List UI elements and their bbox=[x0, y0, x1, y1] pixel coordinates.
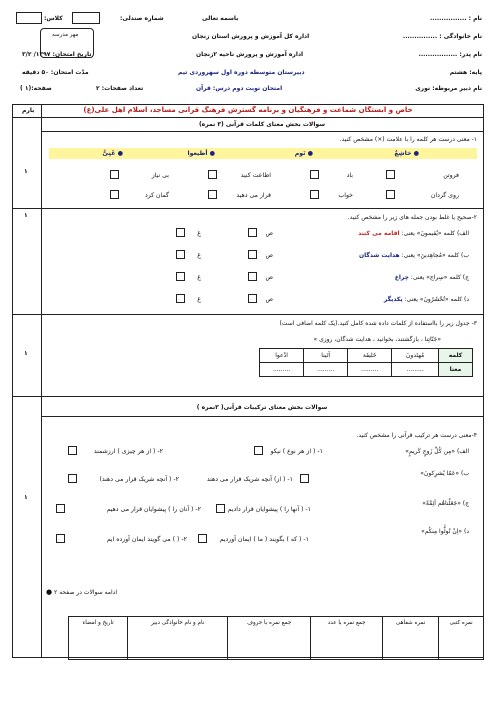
q2-item-c: ج) کلمه «سِراج» یعنی: چراغ bbox=[394, 274, 469, 281]
q4-item-a-opt1: ۱- ( از هر نوع ) نیکو bbox=[270, 448, 323, 455]
q3-text: ۳- جدول زیر را بااستفاده از کلمات داده شده کامل کنید.(یک کلمه اضافی است) bbox=[279, 320, 477, 327]
q1-checkbox-3b[interactable] bbox=[208, 190, 217, 199]
q1-checkbox-2a[interactable] bbox=[310, 170, 319, 179]
score-column-header: بارم bbox=[22, 107, 35, 114]
q2-false-checkbox-d[interactable] bbox=[176, 294, 185, 303]
q3-row-header-word: کلمه bbox=[439, 349, 473, 363]
class-box[interactable] bbox=[16, 12, 42, 24]
q3-wordbank: «جَنّاتِنا ، بازگشتند، بخوانید ، هدایت شدگان، روزی » bbox=[313, 336, 441, 343]
q1-option-1b: روی گردان bbox=[430, 192, 459, 199]
q1-checkbox-1b[interactable] bbox=[386, 190, 395, 199]
pages-count: تعداد صفحات: ۲ bbox=[96, 85, 144, 92]
q3-word-table bbox=[259, 348, 473, 377]
exam-page bbox=[12, 8, 484, 694]
grade-header-signature: تاریخ و امضاء bbox=[69, 617, 128, 660]
q2-true-label-d: ص bbox=[265, 296, 273, 303]
grade-header-teacher: نام و نام خانوادگی دبیر bbox=[128, 617, 228, 660]
q4-item-b-opt2: ۲- ( آنچه شریک قرار می دهند) bbox=[99, 476, 179, 483]
q1-word-3: ● أطیعوا bbox=[187, 150, 215, 157]
divider bbox=[13, 396, 483, 397]
q2-false-label-b: غ bbox=[197, 252, 201, 259]
q1-option-1a: فروتن bbox=[443, 172, 459, 179]
exam-header bbox=[12, 8, 484, 92]
arrow-icon: ● bbox=[46, 588, 53, 596]
q2-false-checkbox-b[interactable] bbox=[176, 250, 185, 259]
q4-item-d-phrase: د) «اِنْ تُولُّوا مِنکُم» bbox=[421, 528, 469, 535]
q2-true-label-c: ص bbox=[265, 274, 273, 281]
q4-item-c-opt2: ۲- ( آنان را ) پیشوایان قرار می دهیم bbox=[106, 506, 201, 513]
q1-option-3b: قرار می دهید bbox=[236, 192, 271, 199]
q4-item-d-opt2: ۲- ( ) می گویند ایمان آورده ایم bbox=[106, 536, 187, 543]
q3-word-2: خَلیفَة bbox=[348, 349, 392, 363]
q2-false-label-d: غ bbox=[197, 296, 201, 303]
q2-text: ۲-صحیح یا غلط بودن جمله های زیر را مشخص کنید. bbox=[347, 214, 477, 221]
q3-score: ۱ bbox=[24, 350, 28, 357]
org-line-2: اداره آموزش و پرورش ناحیه ۲زنجان bbox=[196, 51, 304, 58]
q1-option-3a: اطاعت کنید bbox=[240, 172, 271, 179]
q1-checkbox-4b[interactable] bbox=[110, 190, 119, 199]
q1-checkbox-1a[interactable] bbox=[386, 170, 395, 179]
section2-title: سوالات بخش معنای ترکیبات قرآنی( ۳نمره ) bbox=[196, 404, 328, 411]
q2-item-b: ب) کلمه «مُجاهِدینَ» یعنی: هدایت شدگان bbox=[359, 252, 469, 259]
q2-true-checkbox-a[interactable] bbox=[248, 228, 257, 237]
q1-checkbox-2b[interactable] bbox=[310, 190, 319, 199]
school-name: دبیرستان متوسطه دوره اول سهروردی تیم bbox=[178, 69, 305, 76]
q4-text: ۴-معنی درست هر ترکیب قرآنی را مشخص کنید. bbox=[356, 432, 477, 439]
score-column-line bbox=[41, 118, 42, 657]
q2-true-checkbox-d[interactable] bbox=[248, 294, 257, 303]
q2-true-checkbox-b[interactable] bbox=[248, 250, 257, 259]
grade-header-total-number: جمع نمره با عدد bbox=[311, 617, 383, 660]
q4-item-a-checkbox1[interactable] bbox=[254, 446, 263, 455]
q3-blank-3[interactable]: ......... bbox=[304, 363, 348, 377]
grade-header-written: نمره کتبی bbox=[439, 617, 484, 660]
family-label: نام خانوادگی : ............... bbox=[402, 33, 482, 40]
q2-true-checkbox-c[interactable] bbox=[248, 272, 257, 281]
q1-word-4: ● غَنِیٌّ bbox=[102, 150, 123, 157]
q1-score: ۱ bbox=[24, 168, 28, 175]
q1-checkbox-4a[interactable] bbox=[110, 170, 119, 179]
q1-option-2b: خواب bbox=[338, 192, 353, 199]
page-number: صفحه:(۱ ) bbox=[20, 85, 52, 92]
q4-item-a-checkbox2[interactable] bbox=[68, 446, 77, 455]
name-label: نام : ................ bbox=[430, 15, 482, 22]
q3-word-4: ادْعوا bbox=[260, 349, 304, 363]
q3-blank-4[interactable]: ......... bbox=[260, 363, 304, 377]
q4-item-c-checkbox1[interactable] bbox=[216, 504, 225, 513]
father-label: نام پدر: ................. bbox=[418, 51, 482, 58]
q2-true-label-b: ص bbox=[265, 252, 273, 259]
q4-score: ۱ bbox=[24, 494, 28, 501]
q4-item-d-checkbox1[interactable] bbox=[198, 534, 207, 543]
divider bbox=[41, 416, 483, 417]
school-stamp-label: مهر مدرسه bbox=[52, 32, 79, 38]
q4-item-b-checkbox1[interactable] bbox=[300, 474, 309, 483]
q2-false-label-a: غ bbox=[197, 230, 201, 237]
q3-blank-2[interactable]: ......... bbox=[348, 363, 392, 377]
q4-item-d-checkbox2[interactable] bbox=[56, 534, 65, 543]
q4-item-a-opt2: ۲- ( از هر چیزی ) ارزشمند bbox=[93, 448, 163, 455]
teacher-label: نام دبیر مربوطه: نوری bbox=[415, 85, 482, 92]
class-label: کلاس: bbox=[44, 15, 63, 22]
divider bbox=[13, 208, 483, 209]
q4-item-a-phrase: الف) «مِن کُلِّ زَوجٍ کَریمٍ» bbox=[405, 448, 469, 455]
exam-date: تاریخ امتحان: ۱۳۹۷/ ۳/۲ bbox=[22, 51, 92, 58]
school-banner bbox=[12, 104, 484, 118]
questions-table bbox=[12, 118, 484, 658]
q3-blank-1[interactable]: ......... bbox=[392, 363, 439, 377]
q2-item-a: الف) کلمه «یُقیمونَ» یعنی: اقامه می کنند bbox=[358, 230, 469, 237]
seat-number-label: شماره صندلی: bbox=[120, 15, 164, 22]
q4-item-b-opt1: ۱- ( از) آنچه شریک قرار می دهند bbox=[206, 476, 293, 483]
q1-option-4b: گمان کرد bbox=[144, 192, 169, 199]
q4-item-c-phrase: ج) «جَعَلْناهُم أئِمَّةً» bbox=[422, 500, 469, 507]
q1-option-2a: باد bbox=[346, 172, 353, 179]
exam-duration: مدّت امتحان: ۵۰ دقیقه bbox=[22, 69, 89, 76]
seat-number-box[interactable] bbox=[72, 12, 100, 24]
q1-option-4a: بی نیاز bbox=[151, 172, 169, 179]
q4-item-c-opt1: ۱- ( آنها را ) پیشوایان قرار دادیم bbox=[227, 506, 311, 513]
q2-item-d: د) کلمه «تُحْشَرُونَ» یعنی: یکدیگر bbox=[383, 296, 469, 303]
q2-score: ۱ bbox=[24, 212, 28, 219]
grade-table bbox=[68, 616, 484, 660]
q2-false-label-c: غ bbox=[197, 274, 201, 281]
banner-divider bbox=[41, 105, 42, 117]
q3-word-3: آتَینا bbox=[304, 349, 348, 363]
bismillah: باسمه تعالی bbox=[202, 15, 239, 22]
divider bbox=[13, 314, 483, 315]
q4-item-b-phrase: ب) «عَمّا یُشرِکونَ» bbox=[420, 470, 469, 477]
q4-item-d-opt1: ۱- ( که ) بگویند ( ما ) ایمان آوردیم bbox=[219, 536, 309, 543]
q4-item-b-checkbox2[interactable] bbox=[68, 474, 77, 483]
q3-word-1: مُهتَدونَ bbox=[392, 349, 439, 363]
exam-title: امتحان نوبت دوم درس: قرآن bbox=[196, 85, 283, 92]
q2-true-label-a: ص bbox=[265, 230, 273, 237]
grade-header-oral: نمره شفاهی bbox=[383, 617, 439, 660]
divider bbox=[41, 131, 483, 132]
grade-label: پایه: هشتم bbox=[449, 69, 482, 76]
q2-false-checkbox-a[interactable] bbox=[176, 228, 185, 237]
q1-text: ۱- معنی درست هر کلمه را با علامت (×) مشخص کنید. bbox=[339, 136, 477, 143]
org-line-1: اداره کل آموزش و پرورش استان زنجان bbox=[192, 33, 310, 40]
q1-word-1: ● خاشِعٌ bbox=[394, 150, 419, 157]
q2-false-checkbox-c[interactable] bbox=[176, 272, 185, 281]
continue-note: ادامه سوالات در صفحه ۲ ● bbox=[46, 588, 117, 596]
q4-item-c-checkbox2[interactable] bbox=[56, 504, 65, 513]
section1-title: سوالات بخش معنای کلمات قرآنی (۳ نمره) bbox=[198, 121, 326, 128]
q1-checkbox-3a[interactable] bbox=[208, 170, 217, 179]
grade-header-total-letters: جمع نمره با حروف bbox=[228, 617, 311, 660]
q1-word-2: ● نَوم bbox=[294, 150, 313, 157]
banner-text: خاص و ابستگان شماعت و فرهنگیان و برنامه گسترش فرهنگ قرآنی مساجد، اسلام اهل علی(ع) bbox=[83, 106, 413, 114]
q3-row-header-meaning: معنا bbox=[439, 363, 473, 377]
